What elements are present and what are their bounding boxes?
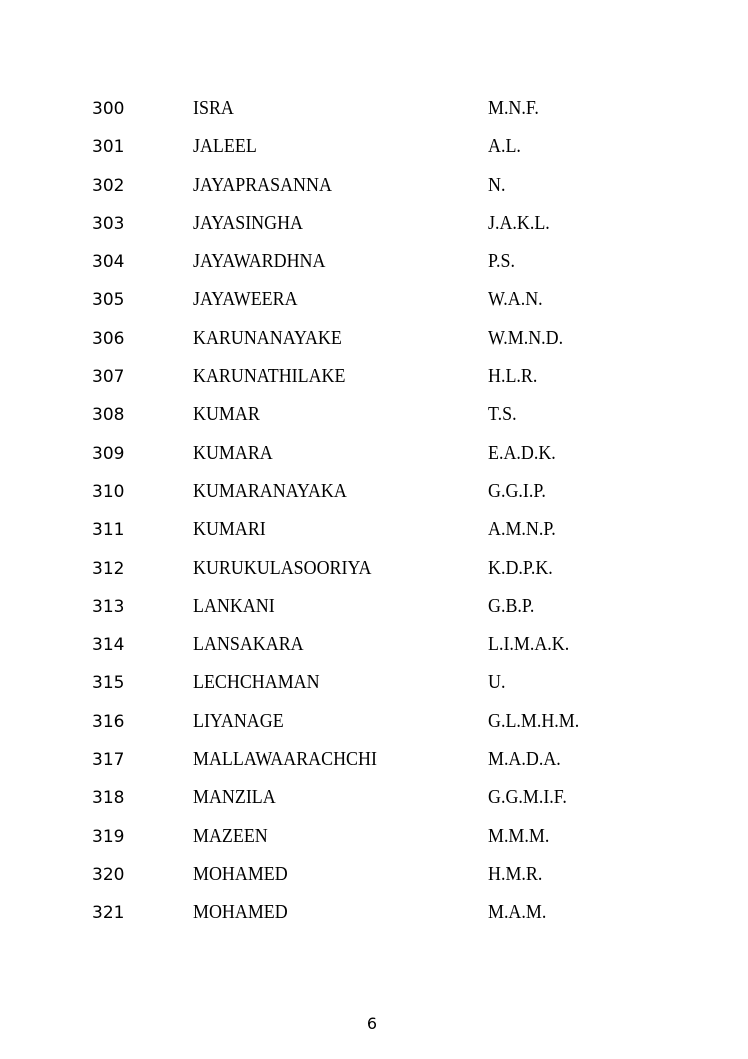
entry-number: 316 — [92, 711, 125, 732]
entry-number: 313 — [92, 596, 125, 617]
entry-number: 306 — [92, 328, 125, 349]
list-item — [0, 243, 748, 281]
entry-number: 320 — [92, 864, 125, 885]
list-item — [0, 320, 748, 358]
list-item — [0, 281, 748, 319]
entry-number: 302 — [92, 175, 125, 196]
list-item — [0, 894, 748, 932]
entry-surname: JAYAPRASANNA — [193, 174, 332, 196]
entry-surname: MANZILA — [193, 787, 276, 809]
list-item — [0, 626, 748, 664]
entry-surname: MAZEEN — [193, 825, 268, 847]
entry-number: 311 — [92, 520, 125, 541]
list-item — [0, 473, 748, 511]
entry-surname: LANSAKARA — [193, 634, 304, 656]
page-number — [0, 1014, 748, 1033]
page-number-text: 6 — [366, 1014, 378, 1033]
entry-surname: MOHAMED — [193, 902, 288, 924]
entry-surname: LANKANI — [193, 595, 275, 617]
entry-number: 315 — [92, 673, 125, 694]
entry-initials: E.A.D.K. — [488, 442, 556, 464]
entry-surname: KUMARANAYAKA — [193, 480, 347, 502]
list-item — [0, 703, 748, 741]
entry-initials: H.M.R. — [488, 863, 543, 885]
entry-initials: H.L.R. — [488, 366, 538, 388]
entry-number: 307 — [92, 367, 125, 388]
entry-surname: JAYAWARDHNA — [193, 251, 326, 273]
list-item — [0, 779, 748, 817]
list-item — [0, 664, 748, 702]
list-item — [0, 550, 748, 588]
entry-initials: A.L. — [488, 136, 521, 158]
entry-initials: W.A.N. — [488, 289, 543, 311]
entry-surname: LIYANAGE — [193, 710, 284, 732]
entry-initials: G.G.I.P. — [488, 480, 546, 502]
list-item — [0, 358, 748, 396]
entry-initials: L.I.M.A.K. — [488, 634, 570, 656]
entry-number: 309 — [92, 443, 125, 464]
entry-number: 318 — [92, 788, 125, 809]
entry-number: 321 — [92, 903, 125, 924]
entry-surname: JAYAWEERA — [193, 289, 298, 311]
entry-initials: W.M.N.D. — [488, 327, 564, 349]
entry-initials: M.A.D.A. — [488, 749, 561, 771]
list-item — [0, 435, 748, 473]
entry-initials: N. — [488, 174, 506, 196]
list-item — [0, 741, 748, 779]
entry-initials: M.A.M. — [488, 902, 547, 924]
entry-number: 304 — [92, 252, 125, 273]
list-item — [0, 90, 748, 128]
entry-initials: P.S. — [488, 251, 515, 273]
entry-initials: M.M.M. — [488, 825, 550, 847]
entry-number: 314 — [92, 635, 125, 656]
list-item — [0, 205, 748, 243]
list-item — [0, 818, 748, 856]
entry-surname: KUMARI — [193, 519, 266, 541]
list-item — [0, 396, 748, 434]
entry-surname: LECHCHAMAN — [193, 672, 320, 694]
entry-number: 305 — [92, 290, 125, 311]
entry-initials: T.S. — [488, 404, 517, 426]
entry-number: 310 — [92, 481, 125, 502]
entry-surname: JALEEL — [193, 136, 257, 158]
entry-surname: KURUKULASOORIYA — [193, 557, 372, 579]
name-list — [0, 90, 748, 933]
entry-surname: KUMARA — [193, 442, 273, 464]
entry-initials: G.L.M.H.M. — [488, 710, 580, 732]
entry-surname: KUMAR — [193, 404, 260, 426]
entry-initials: M.N.F. — [488, 98, 539, 119]
entry-number: 301 — [92, 137, 125, 158]
entry-number: 317 — [92, 750, 125, 771]
list-item — [0, 511, 748, 549]
entry-initials: J.A.K.L. — [488, 212, 550, 234]
entry-surname: KARUNATHILAKE — [193, 366, 346, 388]
list-item — [0, 167, 748, 205]
entry-initials: A.M.N.P. — [488, 519, 556, 541]
entry-surname: JAYASINGHA — [193, 212, 303, 234]
entry-number: 319 — [92, 826, 125, 847]
entry-initials: U. — [488, 672, 506, 694]
list-item — [0, 128, 748, 166]
entry-number: 303 — [92, 213, 125, 234]
list-item — [0, 588, 748, 626]
entry-surname: KARUNANAYAKE — [193, 327, 342, 349]
entry-initials: G.G.M.I.F. — [488, 787, 567, 809]
entry-surname: MALLAWAARACHCHI — [193, 749, 377, 771]
entry-surname: ISRA — [193, 98, 234, 119]
entry-initials: K.D.P.K. — [488, 557, 553, 579]
entry-number: 300 — [92, 99, 125, 119]
list-item — [0, 856, 748, 894]
entry-number: 308 — [92, 405, 125, 426]
entry-initials: G.B.P. — [488, 595, 535, 617]
entry-number: 312 — [92, 558, 125, 579]
entry-surname: MOHAMED — [193, 863, 288, 885]
